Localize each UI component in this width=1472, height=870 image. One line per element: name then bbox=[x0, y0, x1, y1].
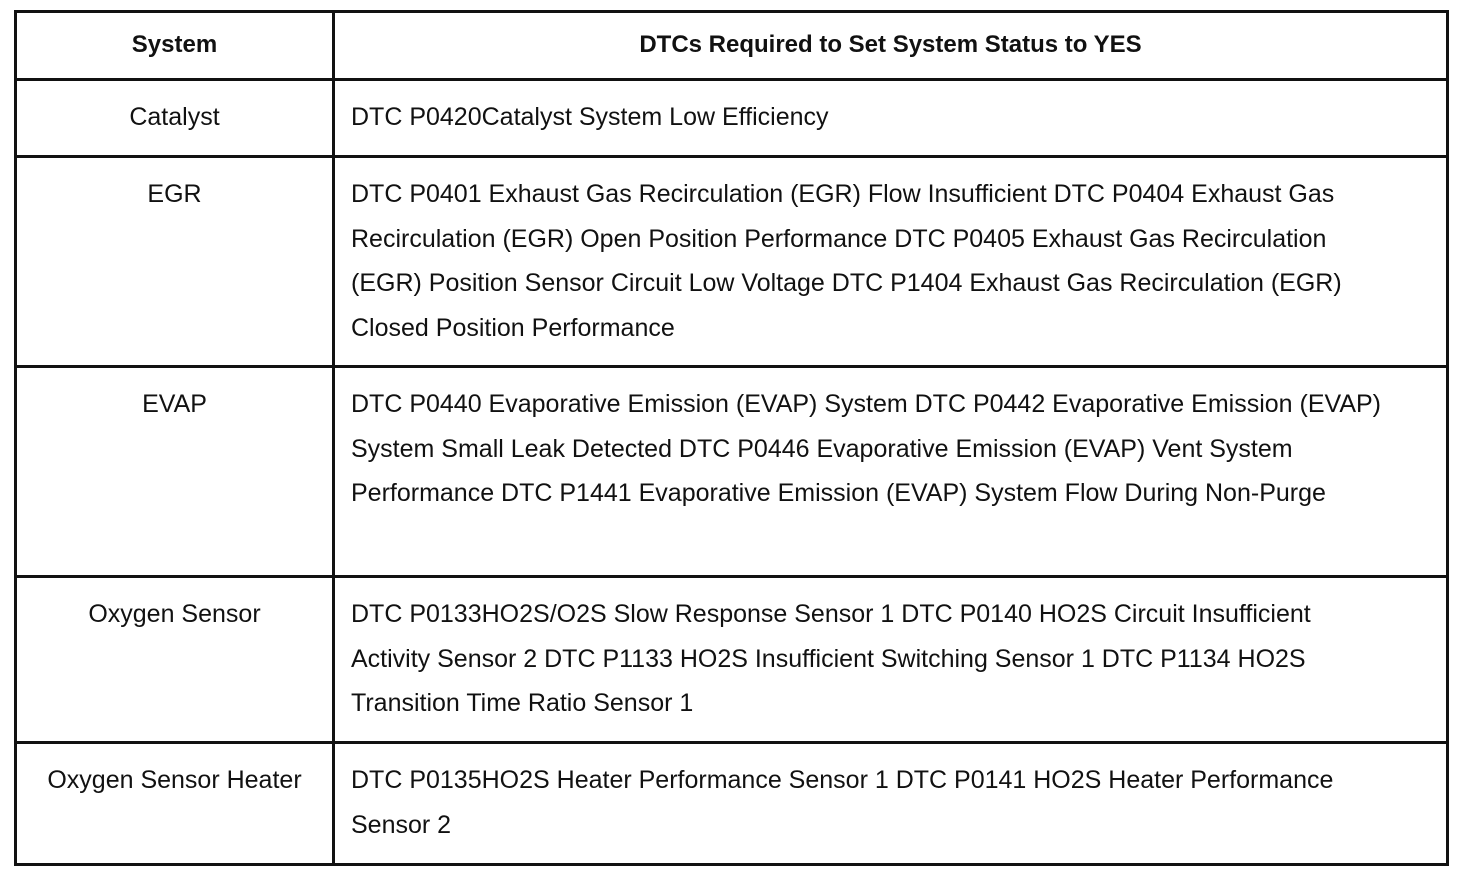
system-cell: Catalyst bbox=[16, 80, 334, 157]
table-row bbox=[16, 157, 1448, 367]
column-header-dtcs: DTCs Required to Set System Status to YES bbox=[334, 12, 1448, 80]
dtc-list-cell: DTC P0440 Evaporative Emission (EVAP) System DTC P0442 Evaporative Emission (EVAP) System Small Leak Detected DTC P0446 Evaporative Emission (EVAP) Vent System Performance DTC P1441 Evaporative Emission (EVAP) System Flow During Non-Purge bbox=[334, 367, 1448, 577]
table-row bbox=[16, 577, 1448, 743]
dtc-list-cell: DTC P0420Catalyst System Low Efficiency bbox=[334, 80, 1448, 157]
column-header-system: System bbox=[16, 12, 334, 80]
table-row bbox=[16, 367, 1448, 577]
dtc-list-cell: DTC P0135HO2S Heater Performance Sensor 1 DTC P0141 HO2S Heater Performance Sensor 2 bbox=[334, 743, 1448, 865]
system-cell: Oxygen Sensor bbox=[16, 577, 334, 743]
dtc-list-cell: DTC P0133HO2S/O2S Slow Response Sensor 1 DTC P0140 HO2S Circuit Insufficient Activity Sensor 2 DTC P1133 HO2S Insufficient Switching Sensor 1 DTC P1134 HO2S Transition Time Ratio Sensor 1 bbox=[334, 577, 1448, 743]
dtc-requirements-table bbox=[14, 10, 1449, 866]
table-row bbox=[16, 80, 1448, 157]
table-header-row bbox=[16, 12, 1448, 80]
system-cell: EVAP bbox=[16, 367, 334, 577]
dtc-list-cell: DTC P0401 Exhaust Gas Recirculation (EGR) Flow Insufficient DTC P0404 Exhaust Gas Recirculation (EGR) Open Position Performance DTC P0405 Exhaust Gas Recirculation (EGR) Position Sensor Circuit Low Voltage DTC P1404 Exhaust Gas Recirculation (EGR) Closed Position Performance bbox=[334, 157, 1448, 367]
system-cell: Oxygen Sensor Heater bbox=[16, 743, 334, 865]
table-row bbox=[16, 743, 1448, 865]
system-cell: EGR bbox=[16, 157, 334, 367]
